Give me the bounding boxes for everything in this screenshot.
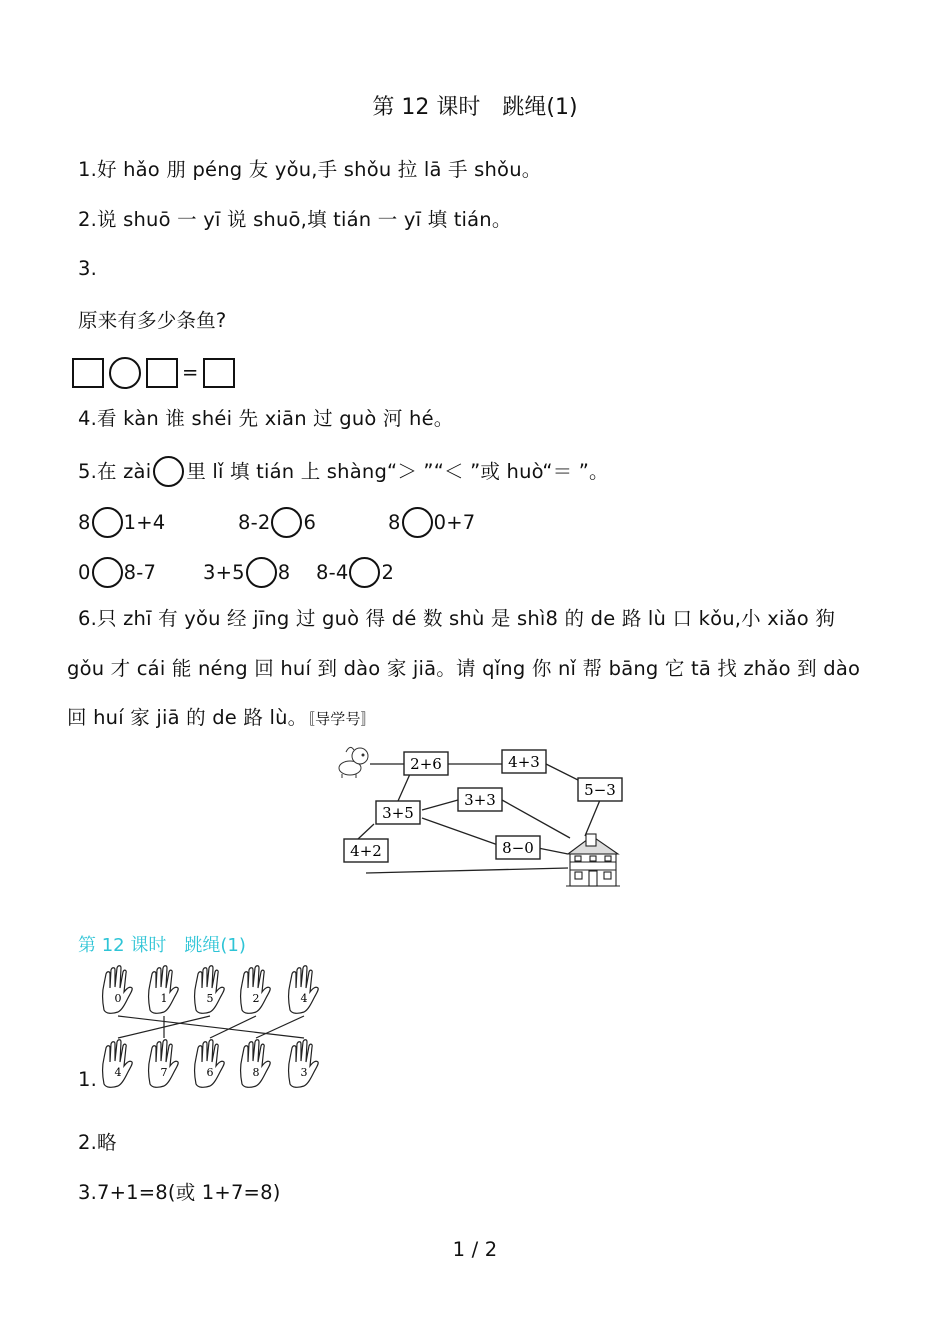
blank-square[interactable] [72, 358, 104, 388]
question-5 [78, 456, 609, 487]
maze-box [502, 750, 546, 773]
hand-number: 2 [252, 992, 260, 1005]
question-2: 2.说 shuō 一 yī 说 shuō,填 tián 一 yī 填 tián。 [78, 208, 512, 231]
hand-number: 0 [114, 992, 122, 1005]
maze-box-label: 4+3 [508, 753, 540, 771]
compare-left: 8 [78, 510, 91, 534]
maze-diagram [330, 738, 630, 890]
answers-title: 第 12 课时 跳绳(1) [78, 935, 246, 956]
compare-item [78, 507, 165, 538]
maze-box-label: 5−3 [584, 781, 616, 799]
compare-circle[interactable] [246, 557, 277, 588]
guide-number-tag: 〚导学号〛 [307, 710, 376, 728]
compare-right: 0+7 [433, 510, 476, 534]
hand-number: 3 [300, 1066, 308, 1079]
dog-icon [339, 747, 368, 778]
question-4: 4.看 kàn 谁 shéi 先 xiān 过 guò 河 hé。 [78, 407, 454, 430]
hands-matching-figure [94, 964, 330, 1092]
maze-box [404, 752, 448, 775]
question-3-number: 3. [78, 257, 98, 280]
compare-circle[interactable] [402, 507, 433, 538]
equals-sign: = [182, 361, 199, 384]
compare-circle[interactable] [92, 557, 123, 588]
question-6-line-3 [67, 706, 376, 731]
compare-item [388, 507, 475, 538]
maze-box-label: 4+2 [350, 842, 382, 860]
compare-item [78, 557, 156, 588]
compare-item [203, 557, 290, 588]
hand-number: 6 [206, 1066, 214, 1079]
maze-box [496, 836, 540, 859]
maze-box-label: 3+3 [464, 791, 496, 809]
compare-left: 8 [388, 510, 401, 534]
question-3-prompt: 原来有多少条鱼? [78, 309, 227, 332]
hand-number: 7 [160, 1066, 168, 1079]
compare-right: 1+4 [123, 510, 166, 534]
answer-2: 2.略 [78, 1131, 117, 1154]
compare-left: 8-4 [316, 560, 349, 584]
answer-square[interactable] [203, 358, 235, 388]
page-title: 第 12 课时 跳绳(1) [372, 95, 578, 120]
maze-box [344, 839, 388, 862]
hand-number: 1 [160, 992, 168, 1005]
maze-box-label: 8−0 [502, 839, 534, 857]
question-5-suffix: 里 lǐ 填 tián 上 shàng“＞ ”“＜ ”或 huò“＝ ”。 [186, 459, 609, 483]
compare-right: 6 [303, 510, 317, 534]
compare-item [316, 557, 394, 588]
compare-right: 8-7 [123, 560, 157, 584]
page-number: 1 / 2 [452, 1238, 498, 1261]
answer-3: 3.7+1=8(或 1+7=8) [78, 1181, 281, 1204]
maze-box-label: 3+5 [382, 804, 414, 822]
compare-left: 8-2 [238, 510, 271, 534]
question-6-line-2: gǒu 才 cái 能 néng 回 huí 到 dào 家 jiā。请 qǐng 你 nǐ 帮 bāng 它 tā 找 zhǎo 到 dào [67, 657, 861, 680]
compare-right: 2 [381, 560, 395, 584]
compare-left: 3+5 [203, 560, 245, 584]
maze-box [458, 788, 502, 811]
bottom-hands [103, 1040, 319, 1088]
hand-number: 5 [206, 992, 214, 1005]
question-1: 1.好 hǎo 朋 péng 友 yǒu,手 shǒu 拉 lā 手 shǒu。 [78, 158, 542, 181]
compare-item [238, 507, 316, 538]
question-5-prefix: 5.在 zài [78, 459, 152, 483]
compare-circle[interactable] [349, 557, 380, 588]
question-6-line-1: 6.只 zhī 有 yǒu 经 jīng 过 guò 得 dé 数 shù 是 shì8 的 de 路 lù 口 kǒu,小 xiǎo 狗 [78, 607, 836, 630]
maze-box-label: 2+6 [410, 755, 442, 773]
compare-left: 0 [78, 560, 91, 584]
compare-right: 8 [277, 560, 291, 584]
house-icon [566, 834, 620, 886]
blank-circle[interactable] [109, 357, 141, 389]
blank-square[interactable] [146, 358, 178, 388]
answer-1: 1. [78, 1068, 98, 1091]
matching-lines [118, 1016, 304, 1038]
hand-number: 4 [300, 992, 308, 1005]
hand-number: 8 [252, 1066, 260, 1079]
maze-box [578, 778, 622, 801]
hand-number: 4 [114, 1066, 122, 1079]
equation-blank-row [72, 357, 235, 389]
question-6-text: 回 huí 家 jiā 的 de 路 lù。 [67, 706, 308, 729]
compare-circle[interactable] [92, 507, 123, 538]
maze-box [376, 801, 420, 824]
top-hands [103, 966, 319, 1014]
blank-circle [153, 456, 184, 487]
compare-circle[interactable] [271, 507, 302, 538]
